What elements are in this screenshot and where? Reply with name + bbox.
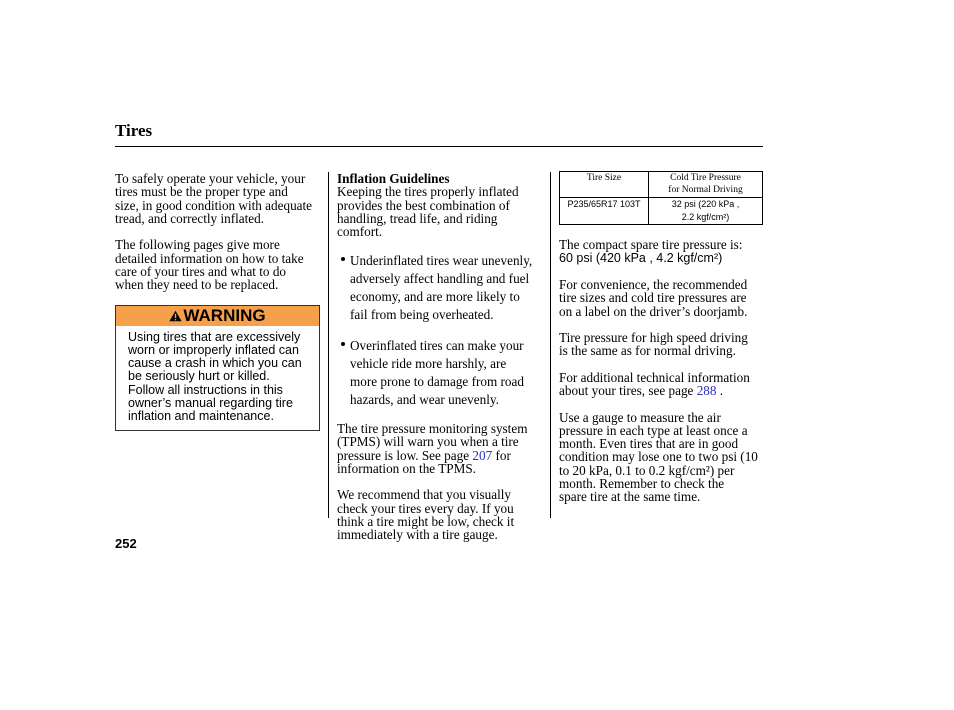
label-location-paragraph: For convenience, the recommended tire sizes and cold tire pressures are on a label on the driver’s doorjamb. [559,277,748,319]
tpms-paragraph [337,422,547,475]
page-link-tpms[interactable]: 207 [472,447,493,463]
column-middle [337,172,547,541]
table-cell-cold-pressure: 32 psi (220 kPa , 2.2 kgf/cm²) [671,199,740,222]
spare-pressure-value: 60 psi (420 kPa , 4.2 kgf/cm²) [559,250,723,265]
bullet-text: Underinflated tires wear unevenly, adversely affect handling and fuel economy, and are more likely to fail from being overheated. [350,252,533,322]
title-rule [115,146,763,147]
bullet-text: Overinflated tires can make your vehicle ride more harshly, are more prone to damage from road hazards, and wear unevenly. [350,337,524,407]
warning-label: WARNING [183,305,266,325]
technical-info-text-end: . [716,383,724,398]
technical-info-text: For additional technical information about your tires, see page [559,369,750,398]
warning-paragraph-crash: Using tires that are excessively worn or improperly inflated can cause a crash in which you can be seriously hurt or killed. [128,329,302,384]
warning-triangle-icon [169,310,182,322]
table-header-tire-size: Tire Size [560,172,649,197]
bullet-item-overinflated [337,337,547,409]
spare-pressure-intro: The compact spare tire pressure is: [559,237,743,253]
page-link-technical[interactable]: 288 [696,383,717,398]
bullet-item-underinflated [337,252,547,324]
column-right-text [559,238,763,503]
warning-header [116,306,319,326]
tpms-text: The tire pressure monitoring system (TPMS) will warn you when a tire pressure is low. See page [337,421,528,463]
bullet-icon [341,342,345,346]
warning-body [116,326,319,431]
high-speed-paragraph: Tire pressure for high speed driving is the same as for normal driving. [559,330,748,359]
gauge-paragraph: Use a gauge to measure the air pressure in each type at least once a month. Even tires that are in good condition may lose one to two psi (10 to 20 kPa, 0.1 to 0.2 kgf/cm²) per month. Remember to check the spare tire at the same time. [559,409,758,504]
warning-paragraph-instructions: Follow all instructions in this owner’s manual regarding tire inflation and maintenance. [128,382,293,423]
table-header-cold-pressure: Cold Tire Pressure for Normal Driving [668,173,743,195]
inflation-bullet-list [337,252,547,409]
table-cell-tire-size: P235/65R17 103T [560,198,649,224]
column-divider-left [328,172,329,518]
page-title: Tires [115,121,153,140]
table-header-row [560,172,762,198]
visual-check-paragraph: We recommend that you visually check your tires every day. If you think a tire might be low, check it immediately with a tire gauge. [337,487,515,542]
inflation-intro-paragraph: Keeping the tires properly inflated provides the best combination of handling, tread life, and riding comfort. [337,184,519,239]
column-left [115,172,320,431]
table-row [560,198,762,224]
intro-paragraph: To safely operate your vehicle, your tires must be the proper type and size, in good condition with adequate tread, and correctly inflated. [115,171,313,226]
tire-pressure-table [559,171,763,225]
warning-box [115,305,320,432]
column-right [559,171,763,503]
following-pages-paragraph: The following pages give more detailed information on how to take care of your tires and what to do when they need to be replaced. [115,237,304,292]
technical-info-paragraph [559,371,763,398]
page-number: 252 [115,536,137,551]
tpms-text-end: for information on the TPMS. [337,447,511,476]
inflation-guidelines-heading: Inflation Guidelines [337,171,450,186]
bullet-icon [341,257,345,261]
column-divider-right [550,172,551,518]
